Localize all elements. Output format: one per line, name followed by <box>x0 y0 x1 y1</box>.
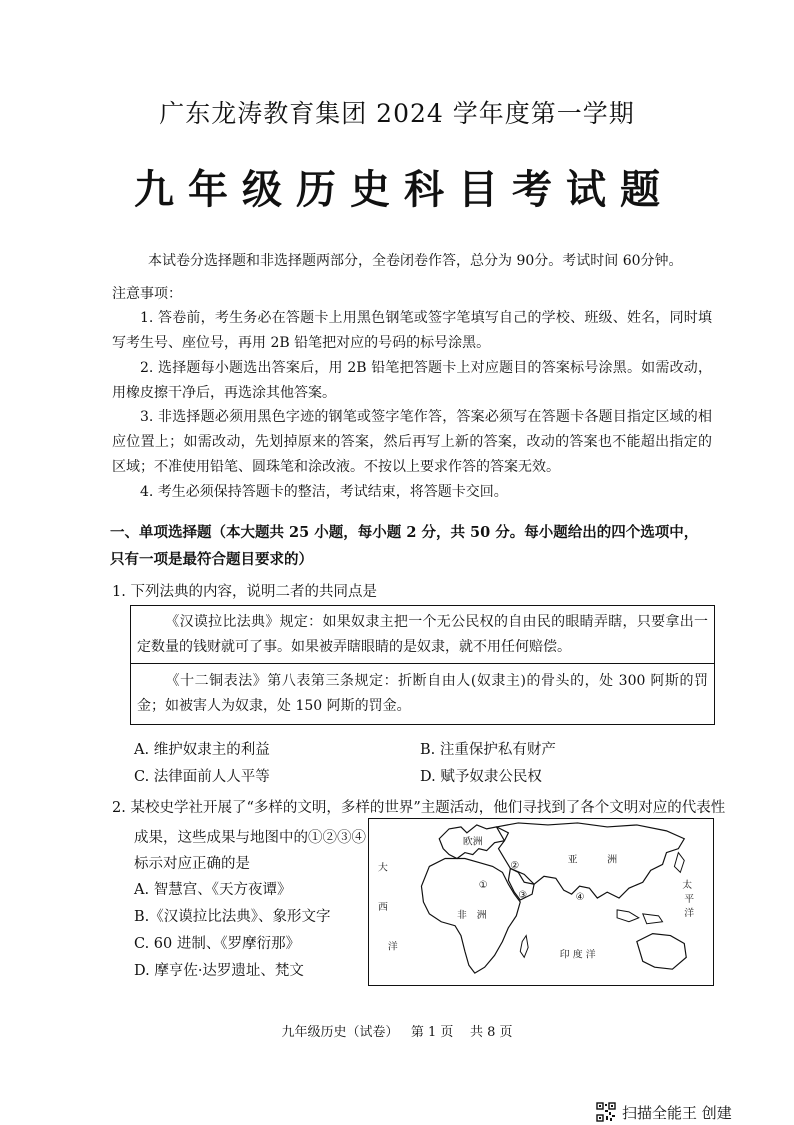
map-marker-1: ① <box>478 880 488 892</box>
question-2-option-c: C. 60 进制、《罗摩衍那》 <box>134 936 301 952</box>
label-africa-1: 非 <box>457 909 467 921</box>
label-asia-1: 亚 <box>567 854 578 866</box>
question-1-option-a: A. 维护奴隶主的利益 <box>134 742 270 758</box>
note-text: 1. 答卷前，考生务必在答题卡上用黑色钢笔或签字笔填写自己的学校、班级、姓名，同时填写考生号、座位号，再用 2B 铅笔把对应的号码的标号涂黑。 <box>112 310 712 351</box>
note-item <box>112 480 712 505</box>
question-1-material-table <box>130 605 715 725</box>
note-item <box>112 306 712 356</box>
page-footer: 九年级历史（试卷） 第 1 页 共 8 页 <box>281 1025 513 1040</box>
note-item <box>112 356 712 406</box>
question-1-stem: 1. 下列法典的内容，说明二者的共同点是 <box>112 584 377 600</box>
question-2-option-a: A. 智慧宫、《天方夜谭》 <box>134 882 292 898</box>
exam-intro: 本试卷分选择题和非选择题两部分，全卷闭卷作答，总分为 90分。考试时间 60分钟。 <box>148 253 683 269</box>
note-text: 2. 选择题每小题选出答案后，用 2B 铅笔把答题卡上对应题目的答案标号涂黑。如需改动，用橡皮擦干净后，再选涂其他答案。 <box>112 360 712 401</box>
question-2-stem: 标示对应正确的是 <box>134 856 250 872</box>
material-text: 《汉谟拉比法典》规定：如果奴隶主把一个无公民权的自由民的眼睛弄瞎，只要拿出一定数量的钱财就可了事。如果被弄瞎眼睛的是奴隶，就不用任何赔偿。 <box>137 614 708 655</box>
scanner-watermark-text: 扫描全能王 创建 <box>622 1104 732 1122</box>
label-atlantic-2: 西 <box>377 901 388 913</box>
qr-code-icon <box>596 1102 616 1122</box>
question-2-option-d: D. 摩亨佐·达罗遗址、梵文 <box>134 963 304 979</box>
label-asia-2: 洲 <box>607 854 618 866</box>
label-pacific-1: 太 <box>682 880 693 892</box>
section-heading: 一、单项选择题（本大题共 25 小题，每小题 2 分，共 50 分。每小题给出的四个选项中，只有一项是最符合题目要求的） <box>110 524 699 568</box>
label-europe: 欧洲 <box>462 836 483 848</box>
asia-outline <box>497 823 685 898</box>
label-pacific-2: 平 <box>684 894 695 905</box>
school-term-title: 广东龙涛教育集团 2024 学年度第一学期 <box>159 99 635 128</box>
question-1-option-c: C. 法律面前人人平等 <box>134 769 270 785</box>
label-indian-ocean: 印 度 洋 <box>559 949 596 961</box>
label-africa-2: 洲 <box>476 909 487 921</box>
world-map <box>368 818 714 986</box>
notes-heading: 注意事项： <box>112 286 182 302</box>
map-marker-2: ② <box>510 860 520 872</box>
question-2-option-b: B.《汉谟拉比法典》、象形文字 <box>134 909 331 925</box>
label-atlantic-1: 大 <box>377 862 388 874</box>
material-text: 《十二铜表法》第八表第三条规定：折断自由人(奴隶主)的骨头的，处 300 阿斯的罚金；如被害人为奴隶，处 150 阿斯的罚金。 <box>137 673 708 714</box>
madagascar-outline <box>520 936 528 958</box>
material-row <box>131 606 714 664</box>
label-pacific-3: 洋 <box>684 907 695 919</box>
japan-outline <box>674 853 684 873</box>
question-2-stem: 成果，这些成果与地图中的①②③④ <box>134 830 366 846</box>
question-2-stem: 2. 某校史学社开展了“多样的文明，多样的世界”主题活动，他们寻找到了各个文明对应的代表性 <box>112 800 726 816</box>
material-row <box>131 665 714 723</box>
map-marker-3: ③ <box>518 890 528 902</box>
note-item <box>112 405 712 480</box>
question-1-option-d: D. 赋予奴隶公民权 <box>420 769 542 785</box>
map-marker-4: ④ <box>575 892 585 904</box>
label-atlantic-3: 洋 <box>387 941 398 953</box>
question-1-option-b: B. 注重保护私有财产 <box>420 742 556 758</box>
world-map-drawing <box>369 819 713 985</box>
africa-outline <box>421 859 520 974</box>
exam-title: 九年级历史科目考试题 <box>134 166 674 213</box>
australia-outline <box>637 934 686 970</box>
note-text: 4. 考生必须保持答题卡的整洁，考试结束，将答题卡交回。 <box>140 484 508 500</box>
islands-outline <box>617 910 662 924</box>
note-text: 3. 非选择题必须用黑色字迹的钢笔或签字笔作答，答案必须写在答题卡各题目指定区域的相应位置上；如需改动，先划掉原来的答案，然后再写上新的答案，改动的答案也不能超出指定的区域；不准使用铅笔、圆珠笔和涂改液。不按以上要求作答的答案无效。 <box>112 409 712 475</box>
